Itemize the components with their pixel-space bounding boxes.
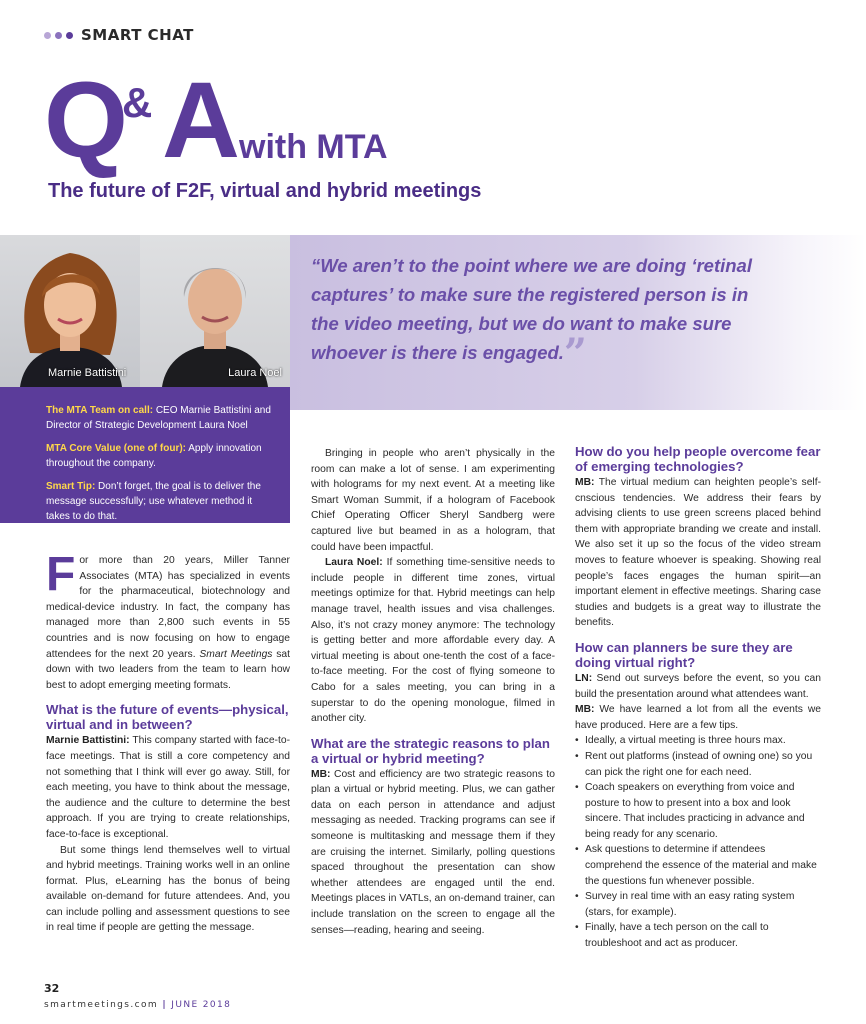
title-a: A (162, 59, 240, 180)
answer-paragraph (575, 702, 821, 733)
footer-separator: | (162, 1000, 168, 1010)
photo-laura-noel (140, 235, 290, 387)
info-box (0, 387, 290, 523)
intro-text: or more than 20 years, Miller Tanner Associates (MTA) has specialized in events for the pharmaceutical, biotechnology and medical-device industry. In fact, the company has managed more than 2,800 such events in 55 countries and is now focusing on how to engage attendees for the next 20 years. (46, 555, 290, 660)
answer-text: We have learned a lot from all the events we have produced. Here are a few tips. (575, 704, 821, 731)
portrait-icon (0, 235, 140, 387)
speaker-label: Laura Noel: (325, 557, 383, 569)
question-heading: What are the strategic reasons to plan a virtual or hybrid meeting? (311, 735, 550, 766)
article-column-1 (46, 548, 290, 936)
pull-quote (311, 251, 771, 377)
speaker-label: Marnie Battistini: (46, 735, 130, 747)
info-team (46, 403, 278, 433)
photo-marnie-battistini (0, 235, 140, 387)
photo-caption-right: Laura Noel (228, 367, 282, 379)
info-value-text: Apply innovation throughout the company. (46, 443, 262, 469)
info-team-text: CEO Marnie Battistini and Director of Strategic Development Laura Noel (46, 405, 271, 431)
footer-issue: JUNE 2018 (171, 1000, 232, 1010)
speaker-label: MB: (575, 704, 595, 716)
info-team-label: The MTA Team on call: (46, 405, 154, 416)
footer-site: smartmeetings.com (44, 1000, 159, 1010)
subtitle: The future of F2F, virtual and hybrid meetings (48, 180, 482, 202)
speaker-label: MB: (575, 477, 595, 488)
close-quote-icon: ” (563, 330, 587, 377)
tips-list (575, 733, 821, 951)
answer-paragraph (46, 733, 290, 842)
answer-text: Send out surveys before the event, so you can build the presentation around what attendees want. (575, 672, 821, 700)
answer-text: This company started with face-to-face meetings. That is still a core competency and not something that I think will ever go away. Still, for each meeting, you have to think about the message, the audience and the culture to determine the best approach. If you are trying to create relationships, face-to-face is exceptional. (46, 735, 290, 840)
page-title (44, 59, 644, 180)
answer-paragraph (311, 555, 555, 727)
title-with-mta: with MTA (239, 128, 388, 166)
dots-icon (44, 32, 73, 39)
list-item: • Rent out platforms (instead of owning one) so you can pick the right one for each need. (575, 749, 821, 780)
question-heading: How can planners be sure they are doing virtual right? (575, 639, 793, 670)
answer-paragraph (575, 475, 821, 631)
pull-quote-text: “We aren’t to the point where we are doing ‘retinal captures’ to make sure the registered person is in the video meeting, but we do want to make sure whoever is there is engaged. (311, 255, 752, 363)
list-item: • Ideally, a virtual meeting is three hours max. (575, 733, 821, 749)
answer-paragraph (311, 767, 555, 939)
info-smart-tip (46, 479, 278, 524)
info-tip-label: Smart Tip: (46, 481, 96, 492)
portrait-icon (140, 235, 290, 387)
section-label: SMART CHAT (81, 26, 194, 44)
info-tip-text: Don’t forget, the goal is to deliver the message successfully; use whatever method it takes to do that. (46, 481, 261, 522)
drop-cap: F (46, 548, 76, 601)
body-paragraph: But some things lend themselves well to virtual and hybrid meetings. Training works well in an online format. Plus, eLearning has the bonus of being available on-demand for future attendees. And, you can include polling and assessment questions to see in real time if people are getting the message. (46, 844, 290, 934)
list-item: • Coach speakers on everything from voice and posture to how to present into a box and look sincere. That includes practicing in advance and being ready for any scenario. (575, 780, 821, 842)
answer-text: Cost and efficiency are two strategic reasons to plan a virtual or hybrid meeting. Plus, we can gather data on each person in attendance and adjust messaging as needed. Tracking programs can see if someone is multitasking and message them if they are cruising the internet. Similarly, polling questions spaced throughout the presentation can show whether attendees are engaged until the end. Meetings places in VATLs, an on-demand trainer, can include translation on the screen to engage all the senses—reading, hearing and seeing. (311, 768, 555, 936)
body-paragraph: Bringing in people who aren’t physically in the room can make a lot of sense. I am experimenting with holograms for my next event. At a meeting like Smart Woman Summit, if a hologram of Facebook Chief Operating Officer Sheryl Sandberg were captured live but beamed in as a hologram, that could have been impactful. (311, 448, 555, 553)
photo-caption-left: Marnie Battistini (48, 367, 127, 379)
info-core-value (46, 441, 278, 471)
section-tag (44, 26, 194, 44)
intro-text-end: sat down with two leaders from the team to learn how best to adopt emerging meeting formats. (46, 648, 290, 691)
article-column-2 (311, 446, 555, 938)
info-value-label: MTA Core Value (one of four): (46, 443, 186, 454)
article-column-3 (575, 444, 821, 952)
intro-paragraph (46, 548, 290, 693)
publication-name: Smart Meetings (199, 648, 273, 660)
title-q: Q (44, 59, 125, 180)
footer (44, 1000, 231, 1010)
list-item: • Finally, have a tech person on the call to troubleshoot and act as producer. (575, 920, 821, 951)
answer-text: If something time-sensitive needs to include people in different time zones, virtual meetings optimize for that. Hybrid meetings can help manage travel, health issues and visa challenges. Also, it’s not crazy money anymore: The technology is getting better and more affordable every day. A virtual meeting is about one-tenth the cost of a face-to-face meeting. For the cost of flying someone to Cabo for a sales meeting, you can bring in a superstar to do the opening monologue, filmed in another city. (311, 557, 555, 725)
list-item: • Ask questions to determine if attendees comprehend the essence of the material and make the questions fun whenever possible. (575, 842, 821, 889)
speaker-label: LN: (575, 672, 593, 684)
question-heading: How do you help people overcome fear of emerging technologies? (575, 444, 821, 474)
title-ampersand: & (122, 79, 153, 126)
speaker-label: MB: (311, 768, 331, 780)
page-number: 32 (44, 982, 60, 995)
list-item: • Survey in real time with an easy rating system (stars, for example). (575, 889, 821, 920)
answer-text: The virtual medium can heighten people’s self-cnscious tendencies. We address their fears by advising clients to use green screens placed behind them with appropriate branding we create and install. We also set it up so the focus of the video stream moves to feature whoever is speaking. Showing real people’s faces engages the human spirit—an important element in effective meetings. Sharing case studies and budgets is a great way to illustrate the benefits. (575, 477, 821, 629)
question-heading: What is the future of events—physical, virtual and in between? (46, 702, 289, 733)
answer-paragraph (575, 671, 821, 702)
